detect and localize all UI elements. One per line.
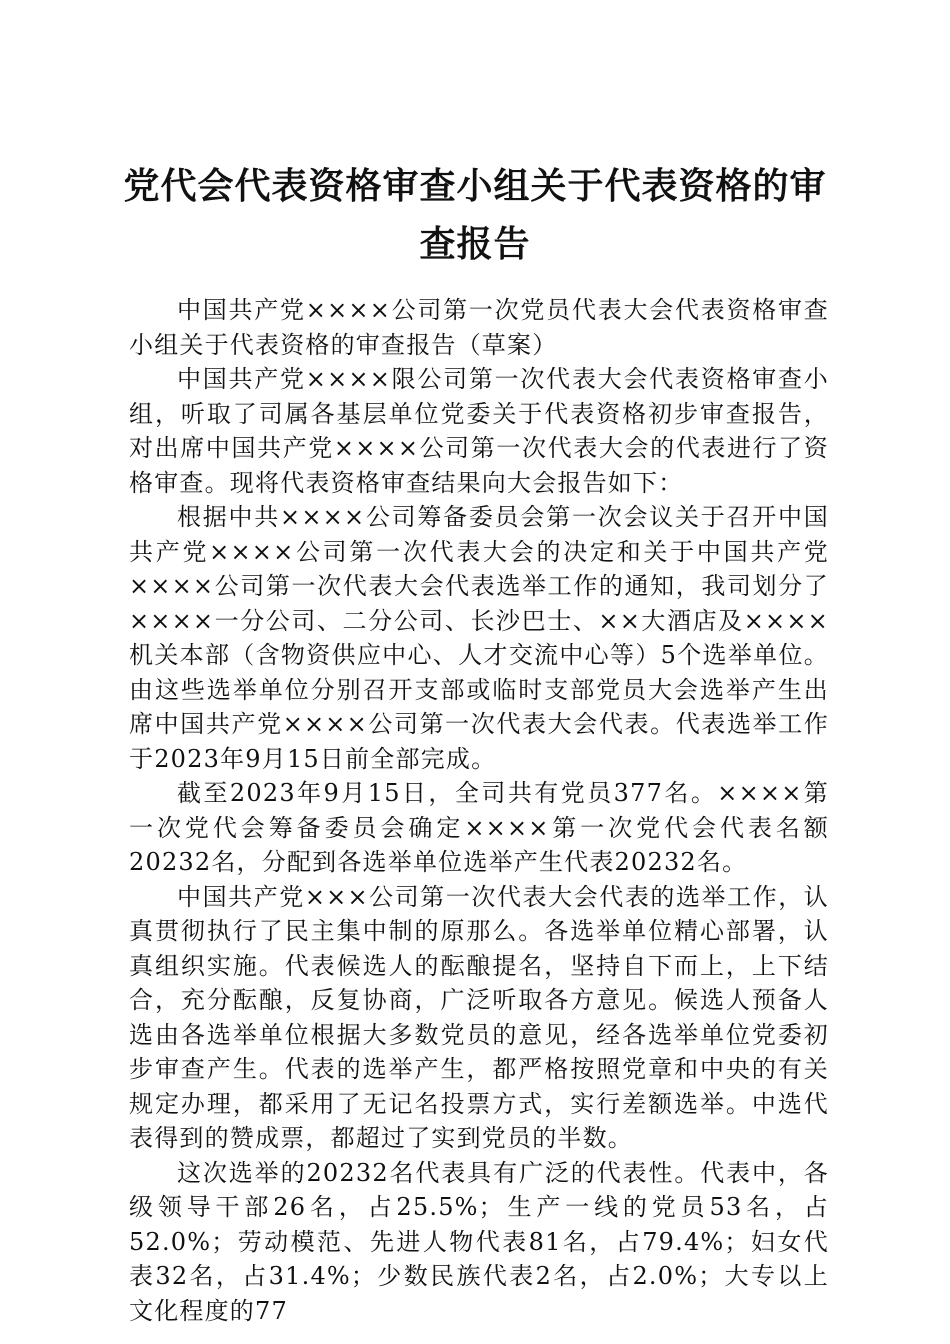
paragraph: 中国共产党××××限公司第一次代表大会代表资格审查小组，听取了司属各基层单位党委关于代表资格初步审查报告，对出席中国共产党××××公司第一次代表大会的代表进行了资格审查。现将代表资格审查结果向大会报告如下：: [129, 365, 829, 497]
paragraph: 截至2023年9月15日，全司共有党员377名。××××第一次党代会筹备委员会确定××××第一次党代会代表名额20232名，分配到各选举单位选举产生代表20232名。: [129, 779, 829, 876]
document-body: [129, 293, 829, 1328]
document-title: 党代会代表资格审查小组关于代表资格的审查报告: [123, 166, 827, 265]
paragraph: 中国共产党×××公司第一次代表大会代表的选举工作，认真贯彻执行了民主集中制的原那么。各选举单位精心部署，认真组织实施。代表候选人的酝酿提名，坚持自下而上，上下结合，充分酝酿，反复协商，广泛听取各方意见。候选人预备人选由各选举单位根据大多数党员的意见，经各选举单位党委初步审查产生。代表的选举产生，都严格按照党章和中央的有关规定办理，都采用了无记名投票方式，实行差额选举。中选代表得到的赞成票，都超过了实到党员的半数。: [129, 882, 829, 1152]
paragraph: 这次选举的20232名代表具有广泛的代表性。代表中，各级领导干部26名，占25.5%；生产一线的党员53名，占52.0%；劳动模范、先进人物代表81名，占79.4%；妇女代表32名，占31.4%；少数民族代表2名，占2.0%；大专以上文化程度的77: [129, 1158, 829, 1325]
paragraph: 根据中共××××公司筹备委员会第一次会议关于召开中国共产党××××公司第一次代表大会的决定和关于中国共产党××××公司第一次代表大会代表选举工作的通知，我司划分了××××一分公司、二分公司、长沙巴士、××大酒店及××××机关本部（含物资供应中心、人才交流中心等）5个选举单位。由这些选举单位分别召开支部或临时支部党员大会选举产生出席中国共产党××××公司第一次代表大会代表。代表选举工作于2023年9月15日前全部完成。: [129, 503, 829, 773]
paragraph: 中国共产党××××公司第一次党员代表大会代表资格审查小组关于代表资格的审查报告（草案）: [129, 296, 829, 359]
